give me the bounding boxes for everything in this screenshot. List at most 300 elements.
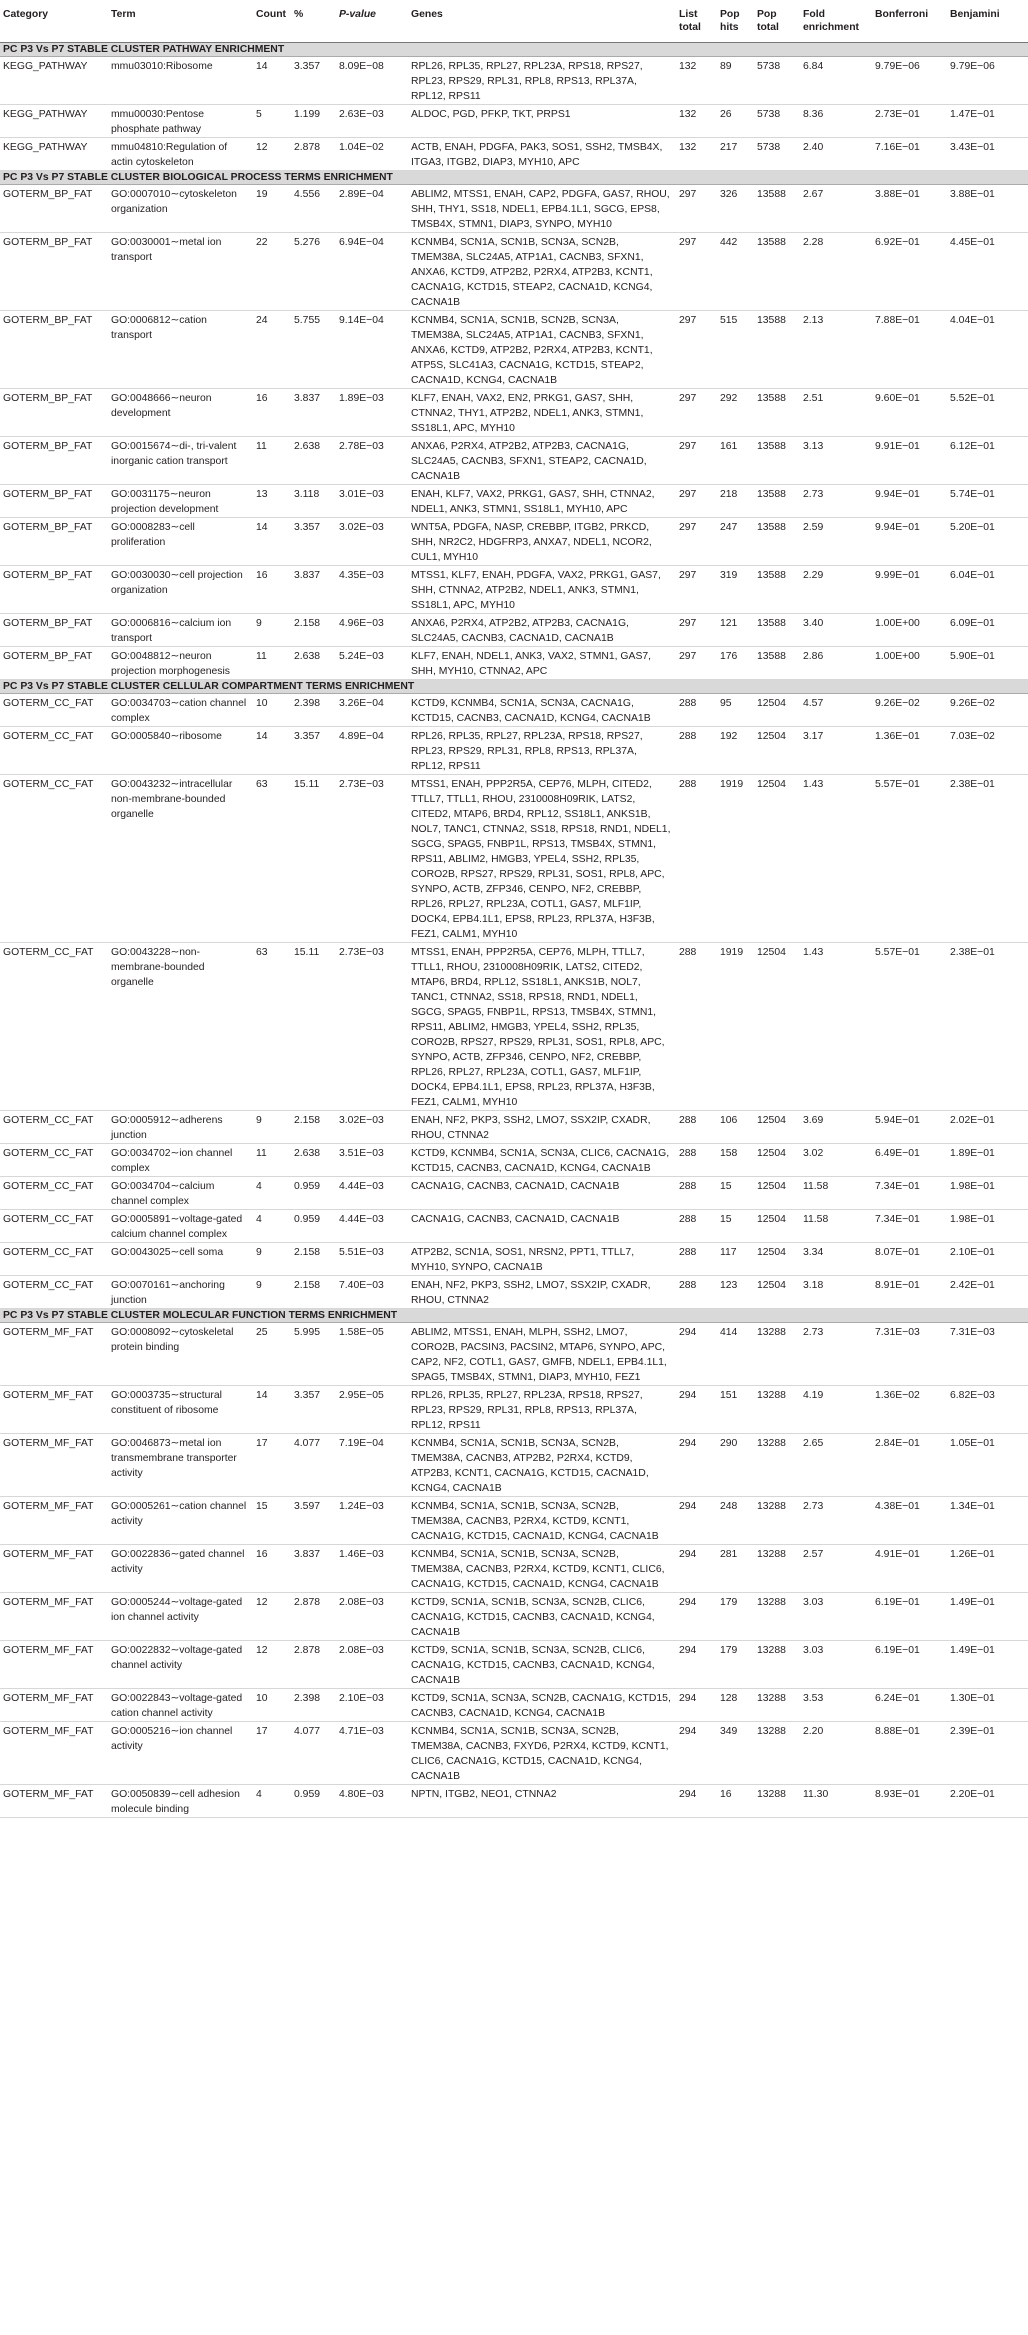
percent-cell: 2.878 (291, 138, 336, 171)
pop-hits-cell: 326 (717, 185, 754, 233)
genes-cell: MTSS1, ENAH, PPP2R5A, CEP76, MLPH, CITED2, TTLL7, TTLL1, RHOU, 2310008H09RIK, LATS2, CITED2, MTAP6, BRD4, RPL12, SS18L1, ANKS1B, NOL7, TANC1, CTNNA2, SS18, RPS18, RND1, NDEL1, SGCG, SPAG5, FNBP1L, RPS13, TMSB4X, STMN1, RPS11, ABLIM2, HMGB3, YPEL4, SSH2, RPL35, CORO2B, RPS27, RPS29, RPL31, SOS1, RPL8, APC, SYNPO, ACTB, ZFP346, CENPO, NF2, CREBBP, RPL26, RPL27, RPL23A, COTL1, GAS7, MLF1IP, DOCK4, EPB4.1L1, EPS8, RPL23, RPL37A, H3F3B, FEZ1, CALM1, MYH10 (408, 775, 676, 943)
benjamini-cell: 1.26E−01 (947, 1545, 1028, 1593)
percent-cell: 2.158 (291, 1243, 336, 1276)
category-cell: GOTERM_CC_FAT (0, 1144, 108, 1177)
pop-total-cell: 13588 (754, 311, 800, 389)
genes-cell: ACTB, ENAH, PDGFA, PAK3, SOS1, SSH2, TMSB4X, ITGA3, ITGB2, DIAP3, MYH10, APC (408, 138, 676, 171)
table-row (0, 389, 1028, 437)
pop-total-cell: 12504 (754, 1144, 800, 1177)
list-total-cell: 294 (676, 1593, 717, 1641)
benjamini-cell: 1.49E−01 (947, 1593, 1028, 1641)
term-cell: GO:0005840∼ribosome (108, 727, 253, 775)
fold-enrichment-cell: 3.13 (800, 437, 872, 485)
pvalue-cell: 4.71E−03 (336, 1722, 408, 1785)
genes-cell: CACNA1G, CACNB3, CACNA1D, CACNA1B (408, 1177, 676, 1210)
pop-total-cell: 12504 (754, 1111, 800, 1144)
list-total-cell: 294 (676, 1545, 717, 1593)
percent-cell: 2.638 (291, 647, 336, 680)
percent-cell: 2.158 (291, 1276, 336, 1309)
header-fold-enrichment: Fold enrichment (800, 0, 872, 43)
pvalue-cell: 2.78E−03 (336, 437, 408, 485)
fold-enrichment-cell: 11.58 (800, 1210, 872, 1243)
pop-total-cell: 13588 (754, 233, 800, 311)
term-cell: GO:0005261∼cation channel activity (108, 1497, 253, 1545)
bonferroni-cell: 4.91E−01 (872, 1545, 947, 1593)
bonferroni-cell: 4.38E−01 (872, 1497, 947, 1545)
percent-cell: 5.276 (291, 233, 336, 311)
term-cell: GO:0005216∼ion channel activity (108, 1722, 253, 1785)
count-cell: 11 (253, 647, 291, 680)
pop-hits-cell: 442 (717, 233, 754, 311)
category-cell: GOTERM_MF_FAT (0, 1386, 108, 1434)
pvalue-cell: 8.09E−08 (336, 57, 408, 105)
pvalue-cell: 2.08E−03 (336, 1641, 408, 1689)
list-total-cell: 294 (676, 1689, 717, 1722)
fold-enrichment-cell: 3.69 (800, 1111, 872, 1144)
pop-total-cell: 13588 (754, 437, 800, 485)
percent-cell: 3.837 (291, 389, 336, 437)
term-cell: GO:0007010∼cytoskeleton organization (108, 185, 253, 233)
fold-enrichment-cell: 3.40 (800, 614, 872, 647)
count-cell: 22 (253, 233, 291, 311)
category-cell: GOTERM_BP_FAT (0, 647, 108, 680)
category-cell: KEGG_PATHWAY (0, 138, 108, 171)
genes-cell: CACNA1G, CACNB3, CACNA1D, CACNA1B (408, 1210, 676, 1243)
benjamini-cell: 1.89E−01 (947, 1144, 1028, 1177)
header-count: Count (253, 0, 291, 43)
genes-cell: MTSS1, ENAH, PPP2R5A, CEP76, MLPH, TTLL7, TTLL1, RHOU, 2310008H09RIK, LATS2, CITED2, MTAP6, BRD4, RPL12, SS18L1, ANKS1B, NOL7, TANC1, CTNNA2, SS18, RPS18, RND1, NDEL1, SGCG, SPAG5, FNBP1L, RPS13, TMSB4X, STMN1, RPS11, ABLIM2, HMGB3, YPEL4, SSH2, RPL35, CORO2B, RPS27, RPS29, RPL31, SOS1, RPL8, APC, SYNPO, ACTB, ZFP346, CENPO, NF2, CREBBP, RPL26, RPL27, RPL23A, COTL1, GAS7, MLF1IP, DOCK4, EPB4.1L1, EPS8, RPL23, RPL37A, H3F3B, FEZ1, CALM1, MYH10 (408, 943, 676, 1111)
list-total-cell: 297 (676, 647, 717, 680)
percent-cell: 2.398 (291, 1689, 336, 1722)
genes-cell: RPL26, RPL35, RPL27, RPL23A, RPS18, RPS27, RPL23, RPS29, RPL31, RPL8, RPS13, RPL37A, RPL12, RPS11 (408, 57, 676, 105)
bonferroni-cell: 6.19E−01 (872, 1641, 947, 1689)
pvalue-cell: 7.40E−03 (336, 1276, 408, 1309)
genes-cell: KCNMB4, SCN1A, SCN1B, SCN3A, SCN2B, TMEM38A, CACNB3, FXYD6, P2RX4, KCTD9, KCNT1, CLIC6, CACNA1G, KCTD15, CACNA1D, KCNG4, CACNA1B (408, 1722, 676, 1785)
category-cell: GOTERM_MF_FAT (0, 1785, 108, 1818)
pvalue-cell: 1.58E−05 (336, 1323, 408, 1386)
term-cell: mmu00030:Pentose phosphate pathway (108, 105, 253, 138)
bonferroni-cell: 7.88E−01 (872, 311, 947, 389)
term-cell: GO:0003735∼structural constituent of ribosome (108, 1386, 253, 1434)
term-cell: GO:0050839∼cell adhesion molecule binding (108, 1785, 253, 1818)
header-row (0, 0, 1028, 43)
pvalue-cell: 4.89E−04 (336, 727, 408, 775)
genes-cell: WNT5A, PDGFA, NASP, CREBBP, ITGB2, PRKCD, SHH, NR2C2, HDGFRP3, ANXA7, NDEL1, NCOR2, CUL1, MYH10 (408, 518, 676, 566)
list-total-cell: 132 (676, 138, 717, 171)
percent-cell: 2.158 (291, 1111, 336, 1144)
pvalue-cell: 2.73E−03 (336, 775, 408, 943)
section-title: PC P3 Vs P7 STABLE CLUSTER PATHWAY ENRICHMENT (0, 43, 1028, 57)
table-row (0, 727, 1028, 775)
header-pop-total: Pop total (754, 0, 800, 43)
list-total-cell: 288 (676, 1243, 717, 1276)
genes-cell: NPTN, ITGB2, NEO1, CTNNA2 (408, 1785, 676, 1818)
table-row (0, 1434, 1028, 1497)
percent-cell: 5.755 (291, 311, 336, 389)
count-cell: 9 (253, 1111, 291, 1144)
genes-cell: ABLIM2, MTSS1, ENAH, MLPH, SSH2, LMO7, CORO2B, PACSIN3, PACSIN2, MTAP6, SYNPO, APC, CAP2, NF2, COTL1, GAS7, GMFB, NDEL1, EPB4.1L1, SPAG5, TMSB4X, STMN1, DIAP3, MYH10, FEZ1 (408, 1323, 676, 1386)
bonferroni-cell: 8.93E−01 (872, 1785, 947, 1818)
pop-hits-cell: 117 (717, 1243, 754, 1276)
category-cell: KEGG_PATHWAY (0, 105, 108, 138)
pvalue-cell: 3.01E−03 (336, 485, 408, 518)
percent-cell: 1.199 (291, 105, 336, 138)
pvalue-cell: 1.46E−03 (336, 1545, 408, 1593)
pvalue-cell: 1.24E−03 (336, 1497, 408, 1545)
fold-enrichment-cell: 1.43 (800, 943, 872, 1111)
term-cell: GO:0048666∼neuron development (108, 389, 253, 437)
table-row (0, 311, 1028, 389)
percent-cell: 3.357 (291, 727, 336, 775)
table-row (0, 1111, 1028, 1144)
genes-cell: KCNMB4, SCN1A, SCN1B, SCN3A, SCN2B, TMEM38A, SLC24A5, ATP1A1, CACNB3, SFXN1, ANXA6, KCTD9, ATP2B2, P2RX4, ATP2B3, KCNT1, CACNA1G, KCTD15, STEAP2, CACNA1D, KCNG4, CACNA1B (408, 233, 676, 311)
fold-enrichment-cell: 3.53 (800, 1689, 872, 1722)
benjamini-cell: 2.10E−01 (947, 1243, 1028, 1276)
count-cell: 5 (253, 105, 291, 138)
pop-hits-cell: 121 (717, 614, 754, 647)
section-title: PC P3 Vs P7 STABLE CLUSTER BIOLOGICAL PROCESS TERMS ENRICHMENT (0, 171, 1028, 185)
term-cell: GO:0005891∼voltage-gated calcium channel complex (108, 1210, 253, 1243)
pop-total-cell: 12504 (754, 775, 800, 943)
count-cell: 24 (253, 311, 291, 389)
benjamini-cell: 1.98E−01 (947, 1210, 1028, 1243)
count-cell: 15 (253, 1497, 291, 1545)
count-cell: 63 (253, 943, 291, 1111)
benjamini-cell: 9.26E−02 (947, 694, 1028, 727)
count-cell: 4 (253, 1177, 291, 1210)
pvalue-cell: 5.24E−03 (336, 647, 408, 680)
pop-hits-cell: 15 (717, 1177, 754, 1210)
pop-hits-cell: 179 (717, 1641, 754, 1689)
benjamini-cell: 6.12E−01 (947, 437, 1028, 485)
genes-cell: KLF7, ENAH, VAX2, EN2, PRKG1, GAS7, SHH, CTNNA2, THY1, ATP2B2, NDEL1, ANK3, STMN1, SS18L1, APC, MYH10 (408, 389, 676, 437)
pop-total-cell: 13288 (754, 1386, 800, 1434)
percent-cell: 3.597 (291, 1497, 336, 1545)
fold-enrichment-cell: 6.84 (800, 57, 872, 105)
table-row (0, 1641, 1028, 1689)
benjamini-cell: 6.82E−03 (947, 1386, 1028, 1434)
pop-hits-cell: 161 (717, 437, 754, 485)
table-row (0, 57, 1028, 105)
count-cell: 10 (253, 694, 291, 727)
genes-cell: ENAH, KLF7, VAX2, PRKG1, GAS7, SHH, CTNNA2, NDEL1, ANK3, STMN1, SS18L1, MYH10, APC (408, 485, 676, 518)
bonferroni-cell: 2.84E−01 (872, 1434, 947, 1497)
percent-cell: 15.11 (291, 775, 336, 943)
term-cell: GO:0034704∼calcium channel complex (108, 1177, 253, 1210)
bonferroni-cell: 9.94E−01 (872, 518, 947, 566)
table-row (0, 437, 1028, 485)
term-cell: GO:0031175∼neuron projection development (108, 485, 253, 518)
genes-cell: KCNMB4, SCN1A, SCN1B, SCN3A, SCN2B, TMEM38A, CACNB3, ATP2B2, P2RX4, KCTD9, ATP2B3, KCNT1, CACNA1G, KCTD15, CACNA1D, KCNG4, CACNA1B (408, 1434, 676, 1497)
count-cell: 17 (253, 1722, 291, 1785)
pvalue-cell: 1.04E−02 (336, 138, 408, 171)
term-cell: GO:0034703∼cation channel complex (108, 694, 253, 727)
bonferroni-cell: 1.36E−02 (872, 1386, 947, 1434)
term-cell: GO:0022843∼voltage-gated cation channel activity (108, 1689, 253, 1722)
pop-total-cell: 13588 (754, 485, 800, 518)
fold-enrichment-cell: 2.65 (800, 1434, 872, 1497)
fold-enrichment-cell: 2.73 (800, 1497, 872, 1545)
genes-cell: ENAH, NF2, PKP3, SSH2, LMO7, SSX2IP, CXADR, RHOU, CTNNA2 (408, 1276, 676, 1309)
fold-enrichment-cell: 2.59 (800, 518, 872, 566)
list-total-cell: 288 (676, 775, 717, 943)
fold-enrichment-cell: 11.58 (800, 1177, 872, 1210)
fold-enrichment-cell: 4.57 (800, 694, 872, 727)
table-row (0, 1386, 1028, 1434)
count-cell: 12 (253, 1593, 291, 1641)
table-row (0, 138, 1028, 171)
pvalue-cell: 4.96E−03 (336, 614, 408, 647)
fold-enrichment-cell: 1.43 (800, 775, 872, 943)
percent-cell: 4.077 (291, 1722, 336, 1785)
bonferroni-cell: 5.57E−01 (872, 775, 947, 943)
table-row (0, 1144, 1028, 1177)
fold-enrichment-cell: 2.67 (800, 185, 872, 233)
bonferroni-cell: 7.34E−01 (872, 1177, 947, 1210)
pop-total-cell: 13588 (754, 647, 800, 680)
genes-cell: ANXA6, P2RX4, ATP2B2, ATP2B3, CACNA1G, SLC24A5, CACNB3, SFXN1, STEAP2, CACNA1D, CACNA1B (408, 437, 676, 485)
benjamini-cell: 2.42E−01 (947, 1276, 1028, 1309)
bonferroni-cell: 3.88E−01 (872, 185, 947, 233)
pop-hits-cell: 16 (717, 1785, 754, 1818)
table-row (0, 485, 1028, 518)
pop-hits-cell: 319 (717, 566, 754, 614)
genes-cell: KCTD9, KCNMB4, SCN1A, SCN3A, CLIC6, CACNA1G, KCTD15, CACNB3, CACNA1D, KCNG4, CACNA1B (408, 1144, 676, 1177)
pop-hits-cell: 192 (717, 727, 754, 775)
category-cell: GOTERM_BP_FAT (0, 185, 108, 233)
list-total-cell: 288 (676, 1177, 717, 1210)
header-genes: Genes (408, 0, 676, 43)
percent-cell: 3.118 (291, 485, 336, 518)
count-cell: 16 (253, 389, 291, 437)
section-title: PC P3 Vs P7 STABLE CLUSTER MOLECULAR FUNCTION TERMS ENRICHMENT (0, 1309, 1028, 1323)
pop-total-cell: 13588 (754, 566, 800, 614)
percent-cell: 2.638 (291, 437, 336, 485)
bonferroni-cell: 9.91E−01 (872, 437, 947, 485)
pop-total-cell: 12504 (754, 1210, 800, 1243)
category-cell: GOTERM_CC_FAT (0, 1111, 108, 1144)
list-total-cell: 297 (676, 437, 717, 485)
pop-total-cell: 13288 (754, 1593, 800, 1641)
pop-hits-cell: 176 (717, 647, 754, 680)
pvalue-cell: 7.19E−04 (336, 1434, 408, 1497)
benjamini-cell: 1.30E−01 (947, 1689, 1028, 1722)
table-row (0, 1497, 1028, 1545)
section-header (0, 43, 1028, 57)
bonferroni-cell: 6.24E−01 (872, 1689, 947, 1722)
table-row (0, 1243, 1028, 1276)
category-cell: GOTERM_BP_FAT (0, 233, 108, 311)
table-row (0, 1722, 1028, 1785)
percent-cell: 4.556 (291, 185, 336, 233)
table-row (0, 518, 1028, 566)
genes-cell: KCTD9, KCNMB4, SCN1A, SCN3A, CACNA1G, KCTD15, CACNB3, CACNA1D, KCNG4, CACNA1B (408, 694, 676, 727)
percent-cell: 0.959 (291, 1210, 336, 1243)
table-row (0, 694, 1028, 727)
pop-hits-cell: 292 (717, 389, 754, 437)
list-total-cell: 294 (676, 1386, 717, 1434)
section-header (0, 1309, 1028, 1323)
count-cell: 14 (253, 518, 291, 566)
bonferroni-cell: 8.07E−01 (872, 1243, 947, 1276)
fold-enrichment-cell: 3.03 (800, 1641, 872, 1689)
pop-hits-cell: 1919 (717, 943, 754, 1111)
bonferroni-cell: 9.94E−01 (872, 485, 947, 518)
header-category: Category (0, 0, 108, 43)
bonferroni-cell: 5.94E−01 (872, 1111, 947, 1144)
genes-cell: KLF7, ENAH, NDEL1, ANK3, VAX2, STMN1, GAS7, SHH, MYH10, CTNNA2, APC (408, 647, 676, 680)
pop-total-cell: 12504 (754, 1276, 800, 1309)
genes-cell: ATP2B2, SCN1A, SOS1, NRSN2, PPT1, TTLL7, MYH10, SYNPO, CACNA1B (408, 1243, 676, 1276)
list-total-cell: 288 (676, 1210, 717, 1243)
percent-cell: 2.398 (291, 694, 336, 727)
list-total-cell: 294 (676, 1785, 717, 1818)
term-cell: GO:0043232∼intracellular non-membrane-bounded organelle (108, 775, 253, 943)
genes-cell: MTSS1, KLF7, ENAH, PDGFA, VAX2, PRKG1, GAS7, SHH, CTNNA2, ATP2B2, NDEL1, ANK3, STMN1, SS18L1, APC, MYH10 (408, 566, 676, 614)
bonferroni-cell: 6.19E−01 (872, 1593, 947, 1641)
genes-cell: KCTD9, SCN1A, SCN1B, SCN3A, SCN2B, CLIC6, CACNA1G, KCTD15, CACNB3, CACNA1D, KCNG4, CACNA1B (408, 1593, 676, 1641)
pvalue-cell: 2.08E−03 (336, 1593, 408, 1641)
pvalue-cell: 2.89E−04 (336, 185, 408, 233)
category-cell: GOTERM_CC_FAT (0, 1243, 108, 1276)
term-cell: GO:0034702∼ion channel complex (108, 1144, 253, 1177)
term-cell: GO:0022832∼voltage-gated channel activity (108, 1641, 253, 1689)
pop-hits-cell: 128 (717, 1689, 754, 1722)
table-row (0, 1785, 1028, 1818)
bonferroni-cell: 1.36E−01 (872, 727, 947, 775)
list-total-cell: 294 (676, 1722, 717, 1785)
table-row (0, 1545, 1028, 1593)
fold-enrichment-cell: 3.03 (800, 1593, 872, 1641)
fold-enrichment-cell: 2.29 (800, 566, 872, 614)
fold-enrichment-cell: 2.28 (800, 233, 872, 311)
list-total-cell: 294 (676, 1497, 717, 1545)
list-total-cell: 288 (676, 727, 717, 775)
list-total-cell: 297 (676, 185, 717, 233)
fold-enrichment-cell: 2.86 (800, 647, 872, 680)
category-cell: GOTERM_CC_FAT (0, 694, 108, 727)
category-cell: GOTERM_BP_FAT (0, 485, 108, 518)
category-cell: KEGG_PATHWAY (0, 57, 108, 105)
category-cell: GOTERM_CC_FAT (0, 1276, 108, 1309)
table-body (0, 43, 1028, 1818)
pvalue-cell: 4.35E−03 (336, 566, 408, 614)
term-cell: GO:0005912∼adherens junction (108, 1111, 253, 1144)
pop-total-cell: 5738 (754, 138, 800, 171)
pvalue-cell: 2.10E−03 (336, 1689, 408, 1722)
header-term: Term (108, 0, 253, 43)
table-row (0, 1323, 1028, 1386)
benjamini-cell: 5.74E−01 (947, 485, 1028, 518)
table-row (0, 1210, 1028, 1243)
category-cell: GOTERM_BP_FAT (0, 518, 108, 566)
fold-enrichment-cell: 11.30 (800, 1785, 872, 1818)
pop-hits-cell: 217 (717, 138, 754, 171)
category-cell: GOTERM_CC_FAT (0, 1177, 108, 1210)
count-cell: 10 (253, 1689, 291, 1722)
category-cell: GOTERM_MF_FAT (0, 1593, 108, 1641)
pvalue-cell: 3.51E−03 (336, 1144, 408, 1177)
genes-cell: ALDOC, PGD, PFKP, TKT, PRPS1 (408, 105, 676, 138)
pvalue-cell: 3.02E−03 (336, 1111, 408, 1144)
count-cell: 17 (253, 1434, 291, 1497)
term-cell: GO:0070161∼anchoring junction (108, 1276, 253, 1309)
term-cell: GO:0015674∼di-, tri-valent inorganic cation transport (108, 437, 253, 485)
fold-enrichment-cell: 2.20 (800, 1722, 872, 1785)
bonferroni-cell: 9.79E−06 (872, 57, 947, 105)
term-cell: GO:0030001∼metal ion transport (108, 233, 253, 311)
count-cell: 25 (253, 1323, 291, 1386)
pop-hits-cell: 247 (717, 518, 754, 566)
pop-hits-cell: 95 (717, 694, 754, 727)
count-cell: 12 (253, 138, 291, 171)
list-total-cell: 288 (676, 1144, 717, 1177)
bonferroni-cell: 7.34E−01 (872, 1210, 947, 1243)
category-cell: GOTERM_BP_FAT (0, 311, 108, 389)
list-total-cell: 132 (676, 105, 717, 138)
list-total-cell: 297 (676, 614, 717, 647)
percent-cell: 3.357 (291, 57, 336, 105)
pop-total-cell: 13288 (754, 1497, 800, 1545)
term-cell: GO:0005244∼voltage-gated ion channel activity (108, 1593, 253, 1641)
pop-hits-cell: 248 (717, 1497, 754, 1545)
pop-total-cell: 13588 (754, 614, 800, 647)
pop-hits-cell: 349 (717, 1722, 754, 1785)
bonferroni-cell: 6.92E−01 (872, 233, 947, 311)
pop-total-cell: 12504 (754, 943, 800, 1111)
pop-hits-cell: 218 (717, 485, 754, 518)
table-row (0, 775, 1028, 943)
category-cell: GOTERM_MF_FAT (0, 1497, 108, 1545)
count-cell: 4 (253, 1210, 291, 1243)
percent-cell: 4.077 (291, 1434, 336, 1497)
genes-cell: KCNMB4, SCN1A, SCN1B, SCN3A, SCN2B, TMEM38A, CACNB3, P2RX4, KCTD9, KCNT1, CLIC6, CACNA1G, KCTD15, CACNA1D, KCNG4, CACNA1B (408, 1545, 676, 1593)
section-title: PC P3 Vs P7 STABLE CLUSTER CELLULAR COMPARTMENT TERMS ENRICHMENT (0, 680, 1028, 694)
category-cell: GOTERM_CC_FAT (0, 727, 108, 775)
genes-cell: ENAH, NF2, PKP3, SSH2, LMO7, SSX2IP, CXADR, RHOU, CTNNA2 (408, 1111, 676, 1144)
list-total-cell: 288 (676, 1276, 717, 1309)
pvalue-cell: 2.73E−03 (336, 943, 408, 1111)
section-header (0, 171, 1028, 185)
table-row (0, 1593, 1028, 1641)
pop-total-cell: 12504 (754, 1177, 800, 1210)
table-row (0, 185, 1028, 233)
header-pvalue: P-value (336, 0, 408, 43)
bonferroni-cell: 7.31E−03 (872, 1323, 947, 1386)
percent-cell: 3.357 (291, 518, 336, 566)
pop-total-cell: 13288 (754, 1722, 800, 1785)
bonferroni-cell: 9.60E−01 (872, 389, 947, 437)
term-cell: mmu04810:Regulation of actin cytoskeleton (108, 138, 253, 171)
list-total-cell: 297 (676, 485, 717, 518)
bonferroni-cell: 6.49E−01 (872, 1144, 947, 1177)
benjamini-cell: 4.45E−01 (947, 233, 1028, 311)
percent-cell: 5.995 (291, 1323, 336, 1386)
pop-hits-cell: 15 (717, 1210, 754, 1243)
list-total-cell: 294 (676, 1323, 717, 1386)
benjamini-cell: 1.98E−01 (947, 1177, 1028, 1210)
term-cell: GO:0043025∼cell soma (108, 1243, 253, 1276)
pvalue-cell: 3.26E−04 (336, 694, 408, 727)
pop-total-cell: 13288 (754, 1689, 800, 1722)
benjamini-cell: 5.20E−01 (947, 518, 1028, 566)
pop-total-cell: 5738 (754, 105, 800, 138)
count-cell: 9 (253, 1276, 291, 1309)
list-total-cell: 297 (676, 566, 717, 614)
count-cell: 16 (253, 1545, 291, 1593)
header-pop-hits: Pop hits (717, 0, 754, 43)
term-cell: GO:0006816∼calcium ion transport (108, 614, 253, 647)
